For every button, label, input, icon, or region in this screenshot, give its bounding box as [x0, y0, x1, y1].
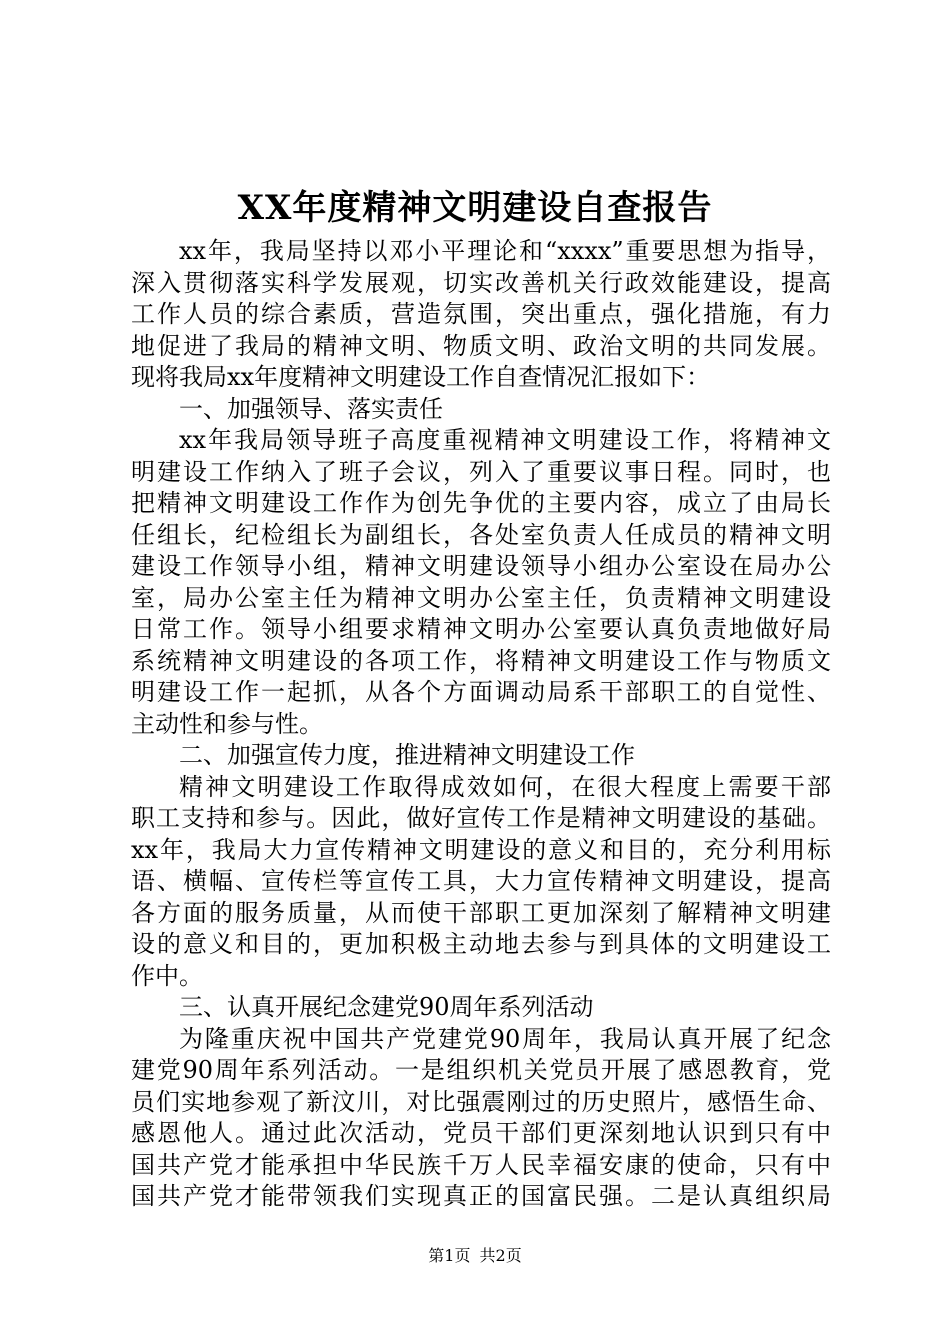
text-line: 室，局办公室主任为精神文明办公室主任，负责精神文明建设	[131, 583, 831, 612]
text-line: xx年，我局大力宣传精神文明建设的意义和目的，充分利用标	[131, 835, 831, 864]
document-body	[131, 236, 831, 1213]
text-line: 任组长，纪检组长为副组长，各处室负责人任成员的精神文明	[131, 520, 831, 549]
text-line: 国共产党才能带领我们实现真正的国富民强。二是认真组织局	[131, 1182, 831, 1210]
text-line: 明建设工作一起抓，从各个方面调动局系干部职工的自觉性、	[131, 678, 831, 706]
text-line: 明建设工作纳入了班子会议，列入了重要议事日程。同时，也	[131, 457, 831, 486]
page-number: 第1页	[428, 1246, 471, 1265]
text-line: 职工支持和参与。因此，做好宣传工作是精神文明建设的基础。	[131, 804, 831, 832]
text-line: 精神文明建设工作取得成效如何，在很大程度上需要干部	[179, 772, 831, 801]
text-line: 把精神文明建设工作作为创先争优的主要内容，成立了由局长	[131, 489, 831, 517]
text-line: 设的意义和目的，更加积极主动地去参与到具体的文明建设工	[131, 930, 831, 958]
text-line: 工作人员的综合素质，营造氛围，突出重点，强化措施，有力	[131, 300, 831, 328]
page-footer	[0, 1244, 950, 1268]
text-line: 国共产党才能承担中华民族千万人民幸福安康的使命，只有中	[131, 1150, 831, 1179]
text-line: 员们实地参观了新汶川，对比强震刚过的历史照片，感悟生命、	[131, 1087, 831, 1116]
text-line: 建设工作领导小组，精神文明建设领导小组办公室设在局办公	[131, 552, 831, 580]
text-line: xx年我局领导班子高度重视精神文明建设工作，将精神文	[179, 426, 831, 454]
text-line: 二、加强宣传力度，推进精神文明建设工作	[179, 741, 635, 769]
text-line: 系统精神文明建设的各项工作，将精神文明建设工作与物质文	[131, 646, 831, 675]
document-title: XX年度精神文明建设自查报告	[237, 188, 713, 228]
text-line: 感恩他人。通过此次活动，党员干部们更深刻地认识到只有中	[131, 1119, 831, 1147]
text-line: 为隆重庆祝中国共产党建党90周年，我局认真开展了纪念	[179, 1024, 831, 1053]
text-line: 一、加强领导、落实责任	[179, 394, 443, 423]
text-line: 作中。	[131, 961, 203, 990]
text-line: 三、认真开展纪念建党90周年系列活动	[179, 993, 594, 1021]
text-line: 建党90周年系列活动。一是组织机关党员开展了感恩教育，党	[131, 1056, 831, 1084]
text-line: 日常工作。领导小组要求精神文明办公室要认真负责地做好局	[131, 615, 831, 643]
text-line: 地促进了我局的精神文明、物质文明、政治文明的共同发展。	[131, 331, 831, 360]
text-line: 深入贯彻落实科学发展观，切实改善机关行政效能建设，提高	[131, 268, 831, 297]
text-line: 现将我局xx年度精神文明建设工作自查情况汇报如下：	[131, 363, 711, 391]
page-total: 共2页	[479, 1246, 522, 1265]
text-line: 主动性和参与性。	[131, 709, 323, 738]
text-line: xx年，我局坚持以邓小平理论和“xxxx”重要思想为指导，	[179, 237, 831, 265]
text-line: 各方面的服务质量，从而使干部职工更加深刻了解精神文明建	[131, 898, 831, 927]
text-line: 语、横幅、宣传栏等宣传工具，大力宣传精神文明建设，提高	[131, 867, 831, 895]
